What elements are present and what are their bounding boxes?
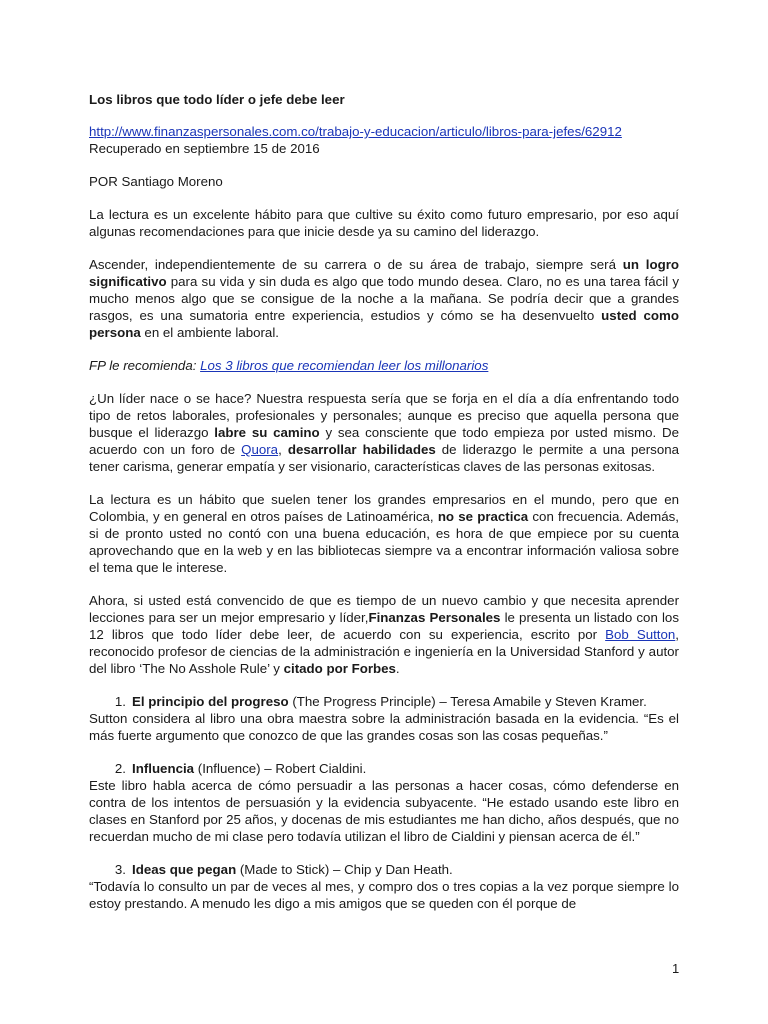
list-item-heading: 3. Ideas que pegan (Made to Stick) – Chip y Dan Heath. xyxy=(114,862,453,877)
paragraph-ahora: Ahora, si usted está convencido de que es tiempo de un nuevo cambio y que necesita aprender lecciones para ser un mejor empresario y líder,Finanzas Personales le presenta un listado con los 12 libros que todo líder debe leer, de acuerdo con su experiencia, escrito por Bob Sutton, reconocido profesor de ciencias de la administración e ingeniería en la Universidad Stanford y autor del libro ‘The No Asshole Rule’ y citado por Forbes. xyxy=(89,593,679,676)
bold-no-se-practica: no se practica xyxy=(437,509,529,524)
list-item xyxy=(89,861,679,912)
page-number: 1 xyxy=(672,961,680,976)
millonarios-link[interactable]: Los 3 libros que recomiendan leer los millonarios xyxy=(200,358,489,373)
paragraph-ascender: Ascender, independientemente de su carrera o de su área de trabajo, siempre será un logro significativo para su vida y sin duda es algo que todo mundo desea. Claro, no es una tarea fácil y mucho menos algo que se consigue de la noche a la mañana. Se podría decir que a grandes rasgos, es una sumatoria entre experiencia, estudios y cómo se ha desenvuelto usted como persona en el ambiente laboral. xyxy=(89,257,679,340)
bold-usted: usted como persona xyxy=(89,308,679,340)
list-item-body: Sutton considera al libro una obra maestra sobre la administración basada en la evidencia. “Es el más fuerte argumento que conozco de que las grandes cosas son las cosas pequeñas.” xyxy=(89,711,679,743)
document-body xyxy=(89,91,679,912)
bold-finanzas: Finanzas Personales xyxy=(368,610,501,625)
list-item xyxy=(89,693,679,744)
paragraph-lider: ¿Un líder nace o se hace? Nuestra respuesta sería que se forja en el día a día enfrentando todo tipo de retos laborales, profesionales y personales; aunque es preciso que aquella persona que busque el liderazgo labre su camino y sea consciente que todo empieza por usted mismo. De acuerdo con un foro de Quora, desarrollar habilidades de liderazgo le permite a una persona tener carisma, generar empatía y ser visionario, características claves de las personas exitosas. xyxy=(89,391,680,474)
list-item-body: “Todavía lo consulto un par de veces al mes, y compro dos o tres copias a la vez porque siempre lo estoy prestando. A menudo les digo a mis amigos que se queden con él porque de xyxy=(89,879,679,911)
intro-paragraph: La lectura es un excelente hábito para que cultive su éxito como futuro empresario, por eso aquí algunas recomendaciones para que inicie desde ya su camino del liderazgo. xyxy=(89,207,679,239)
list-item-heading: 1. El principio del progreso (The Progress Principle) – Teresa Amabile y Steven Kramer. xyxy=(114,694,647,709)
quora-link[interactable]: Quora xyxy=(241,442,279,457)
page-title: Los libros que todo líder o jefe debe leer xyxy=(89,92,345,107)
bold-forbes: citado por Forbes xyxy=(283,661,396,676)
source-block xyxy=(89,123,679,157)
list-item-body: Este libro habla acerca de cómo persuadir a las personas a hacer cosas, cómo defenderse en contra de los intentos de persuasión y la evidencia subyacente. “He estado usando este libro en clases en Stanford por 25 años, y docenas de mis estudiantes me han dicho, años después, que no recuerdan mucho de mi clase pero todavía utilizan el libro de Cialdini y piensan acerca de él.” xyxy=(89,778,679,844)
retrieved-date: Recuperado en septiembre 15 de 2016 xyxy=(89,141,320,156)
list-item xyxy=(89,760,679,845)
fp-recommendation: FP le recomienda: Los 3 libros que recomiendan leer los millonarios xyxy=(89,358,489,373)
source-url-link[interactable]: http://www.finanzaspersonales.com.co/trabajo-y-educacion/articulo/libros-para-jefes/62912 xyxy=(89,124,622,139)
list-item-heading: 2. Influencia (Influence) – Robert Cialdini. xyxy=(114,761,367,776)
bob-sutton-link[interactable]: Bob Sutton xyxy=(605,627,676,642)
bold-desarrollar: desarrollar habilidades xyxy=(287,442,436,457)
author-line: POR Santiago Moreno xyxy=(89,174,223,189)
bold-labre: labre su camino xyxy=(214,425,320,440)
bold-logro: un logro significativo xyxy=(89,257,679,289)
paragraph-lectura: La lectura es un hábito que suelen tener los grandes empresarios en el mundo, pero que en Colombia, y en general en otros países de Latinoamérica, no se practica con frecuencia. Además, si de pronto usted no contó con una buena educación, es hora de que empiece por su cuenta aprovechando que en la web y en las bibliotecas siempre va a encontrar información valiosa sobre el tema que le interese. xyxy=(89,492,679,575)
